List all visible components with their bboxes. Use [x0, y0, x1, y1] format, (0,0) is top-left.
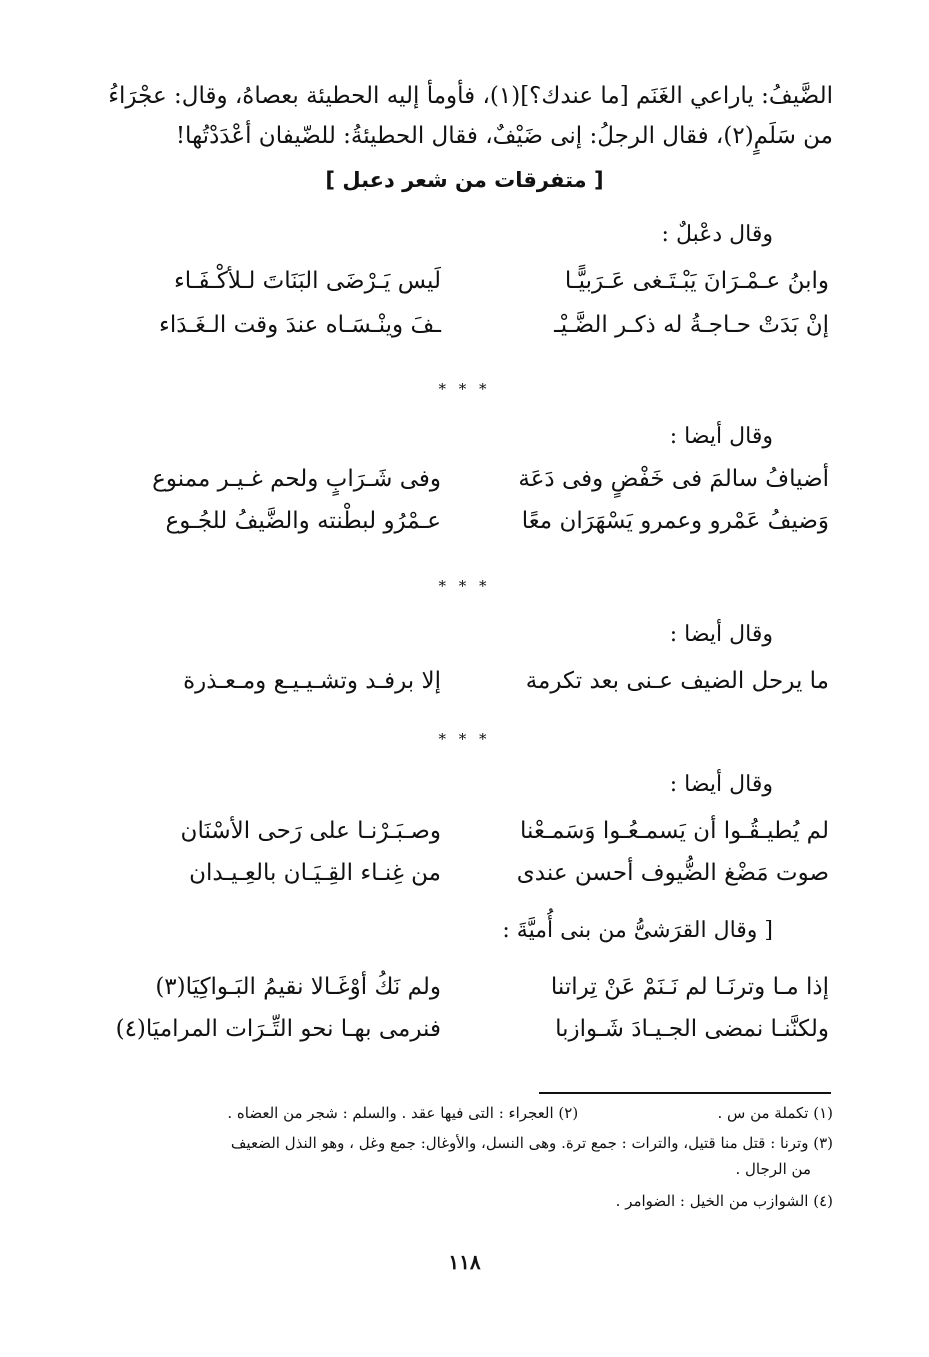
poem-intro: [ وقال القرَشىُّ من بنى أُميَّةَ : — [502, 918, 773, 943]
verse-first-hemistich: وابنُ عـمْـرَانَ يَبْـتَـغى عَـرَبيًّـا — [564, 268, 829, 294]
verse-first-hemistich: ما يرحل الضيف عـنى بعد تكرمة — [525, 668, 829, 694]
verse-first-hemistich: صوت مَضْغ الضُّيوف أحسن عندى — [516, 860, 829, 886]
verse-second-hemistich: وصـبَـرْنـا على رَحى الأسْنَان — [180, 818, 441, 844]
verse-second-hemistich: ولم نَكُ أوْغَـالا نقيمُ البَـواكِيَا(٣) — [155, 974, 441, 1000]
page-number: ١١٨ — [448, 1250, 481, 1274]
verse-second-hemistich: من غِنـاء القِـيَـان بالعِـيـدان — [189, 860, 441, 886]
footnote-3: (٣) وترنا : قتل منا قتيل، والترات : جمع ترة. وهى النسل، والأوغال: جمع وغل ، وهو النذل الضعيف — [230, 1134, 833, 1152]
poem-intro: وقال دعْبلٌ : — [661, 222, 773, 247]
prose-paragraph — [92, 76, 833, 156]
section-title: [ متفرقات من شعر دعبل ] — [325, 168, 604, 192]
verse-second-hemistich: وفى شَـرَابٍ ولحم غـيـر ممنوع — [152, 466, 441, 492]
poem-intro: وقال أيضا : — [669, 622, 773, 647]
footnote-2: (٢) العجراء : التى فيها عقد . والسلم : شجر من العضاه . — [227, 1104, 579, 1122]
verse-second-hemistich: فنرمى بهـا نحو التِّـرَات المراميَا(٤) — [115, 1016, 441, 1042]
verse-first-hemistich: أضيافُ سالمَ فى خَفْضٍ وفى دَعَة — [518, 466, 829, 492]
poem-intro: وقال أيضا : — [669, 424, 773, 449]
section-separator: * * * — [438, 380, 491, 398]
verse-first-hemistich: ولكنَّنـا نمضى الجـيـادَ شَـوازبا — [555, 1016, 829, 1042]
verse-second-hemistich: إلا برفـد وتشـيـيـع ومـعـذرة — [183, 668, 441, 694]
verse-first-hemistich: إنْ بَدَتْ حـاجـةُ له ذكـر الضَّـيْـ — [554, 312, 829, 338]
footnote-1: (١) تكملة من س . — [717, 1104, 833, 1122]
verse-first-hemistich: إذا مـا وترنَـا لم نَـنَمْ عَنْ تِراتنا — [550, 974, 829, 1000]
verse-second-hemistich: ـفَ وينْـسَـاه عندَ وقت الـغَـدَاء — [159, 312, 441, 338]
footnote-divider — [539, 1092, 831, 1094]
footnote-3-continued: من الرجال . — [735, 1160, 811, 1178]
footnote-4: (٤) الشوازب من الخيل : الضوامر . — [615, 1192, 833, 1210]
prose-line: الضَّيفُ: ياراعي الغَنَم [ما عندك؟](١)، فأومأ إليه الحطيئة بعصاهُ، وقال: عجْرَاءُ — [108, 83, 833, 109]
verse-second-hemistich: لَيس يَـرْضَى البَنَاتَ لـلأكْـفَـاء — [173, 268, 441, 294]
section-separator: * * * — [438, 577, 491, 595]
poem-intro: وقال أيضا : — [669, 772, 773, 797]
section-separator: * * * — [438, 730, 491, 748]
verse-first-hemistich: وَضيفُ عَمْرو وعمرو يَسْهَرَان معًا — [521, 508, 829, 534]
footnote-row — [92, 1102, 833, 1124]
prose-line: من سَلَمٍ(٢)، فقال الرجلُ: إنى ضَيْفٌ، فقال الحطيئةُ: للضّيفان أعْدَدْتُها! — [175, 123, 833, 149]
verse-first-hemistich: لم يُطيـقُـوا أن يَسمـعُـوا وَسَمـعْنا — [520, 818, 829, 844]
verse-second-hemistich: عـمْرُو لبطْنته والضَّيفُ للجُـوع — [165, 508, 441, 534]
